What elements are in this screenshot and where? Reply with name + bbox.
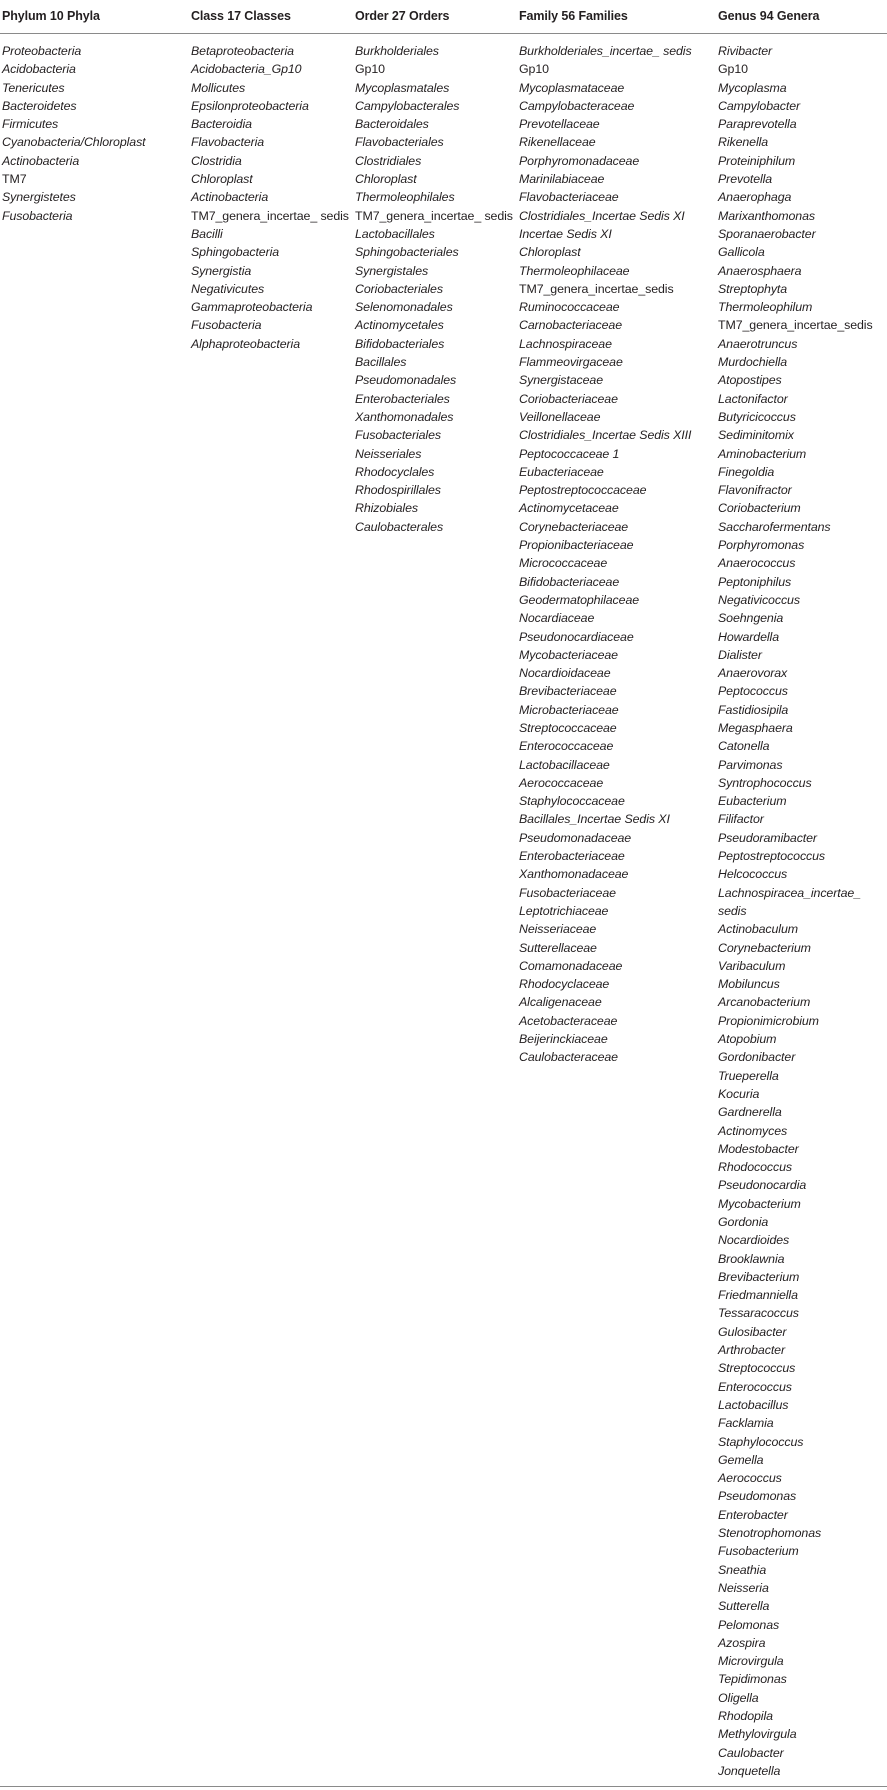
taxon-name: Fusobacteria [191,318,262,333]
taxon-name: Tenericutes [2,80,65,95]
taxon-name: Thermoleophilaceae [519,263,630,278]
column-header-family: Family 56 Families [519,9,628,23]
taxon-name: Chloroplast [355,172,417,187]
taxon-name: Xanthomonadaceae [519,867,629,882]
taxon-name: Peptococcaceae 1 [519,446,620,461]
taxon-name: Leptotrichiaceae [519,903,609,918]
taxon-name: Nocardiaceae [519,611,595,626]
taxon-name: Tepidimonas [718,1672,787,1687]
taxon-name: Neisseriaceae [519,922,597,937]
taxon-name: Clostridiales [355,153,422,168]
taxon-name: Friedmanniella [718,1288,798,1303]
taxon-name: Geodermatophilaceae [519,592,640,607]
taxon-name: Nocardioides [718,1233,790,1248]
taxon-name: Lactobacillus [718,1397,789,1412]
taxon-name: Synergistia [191,263,252,278]
taxon-name: Gp10 [519,62,549,77]
taxon-name: Eubacterium [718,794,787,809]
taxon-name: Aerococcus [718,1471,782,1486]
taxon-name: Flammeovirgaceae [519,355,623,370]
taxon-name: Acidobacteria_Gp10 [191,62,302,77]
taxon-name: Pseudomonadaceae [519,830,632,845]
taxon-name: Gemella [718,1452,764,1467]
taxon-name: Streptococcus [718,1361,796,1376]
taxon-name: Peptoniphilus [718,574,792,589]
taxon-name: Carnobacteriaceae [519,318,622,333]
taxon-name: Bacillales_Incertae Sedis XI [519,812,670,827]
taxon-name: Peptostreptococcaceae [519,483,647,498]
taxon-name: Microbacteriaceae [519,702,619,717]
taxon-name: Clostridiales_Incertae Sedis XIII [519,428,692,443]
taxon-name: Acidobacteria [2,62,76,77]
column-header-genus: Genus 94 Genera [718,9,820,23]
taxon-name: Flavobacteria [191,135,265,150]
taxon-name: Porphyromonas [718,538,805,553]
taxon-name: Nocardioidaceae [519,666,611,681]
taxon-name: Bacteroidia [191,117,252,132]
taxon-name: Tessaracoccus [718,1306,799,1321]
taxon-name: Burkholderiales_incertae_ sedis [519,44,692,58]
taxon-name: Pseudomonadales [355,373,457,388]
taxon-name: Thermoleophilales [355,190,455,205]
taxon-name: Mycoplasmatales [355,80,450,95]
column-list-class [191,42,351,353]
taxon-name: Micrococcaceae [519,556,608,571]
taxon-name: Gp10 [355,62,385,77]
taxon-name: Varibaculum [718,958,786,973]
taxon-name: Actinobacteria [2,153,80,168]
taxon-name: Prevotella [718,172,773,187]
taxon-name: Proteobacteria [2,44,82,58]
taxon-name: Arthrobacter [718,1343,785,1358]
taxon-name: Methylovirgula [718,1727,797,1742]
taxon-name: Betaproteobacteria [191,44,294,58]
taxon-name: Flavobacteriales [355,135,444,150]
taxon-name: Rivibacter [718,44,773,58]
taxon-name: Paraprevotella [718,117,797,132]
taxon-name: Epsilonproteobacteria [191,98,309,113]
taxon-name: Staphylococcus [718,1434,804,1449]
taxon-name: Ruminococcaceae [519,300,620,315]
taxon-name: Mycoplasmataceae [519,80,625,95]
taxon-name: Synergistaceae [519,373,604,388]
taxon-name: Lactonifactor [718,391,788,406]
taxon-name: Actinomyces [718,1123,788,1138]
taxon-name: Bacteroidales [355,117,429,132]
taxon-name: Pseudonocardia [718,1178,807,1193]
taxon-name: Microvirgula [718,1654,784,1669]
taxon-name: Beijerinckiaceae [519,1032,608,1047]
taxon-name: Xanthomonadales [355,409,454,424]
taxon-name: Actinobaculum [718,922,798,937]
taxon-name: Helcococcus [718,867,788,882]
column-list-phylum [2,42,182,225]
taxon-name: Propionimicrobium [718,1013,819,1028]
taxon-name: Eubacteriaceae [519,464,604,479]
taxon-name: Comamonadaceae [519,958,623,973]
taxon-name: Campylobacter [718,98,801,113]
taxon-name: Atopobium [718,1032,777,1047]
taxon-name: Anaerovorax [718,666,788,681]
taxon-name: Negativicoccus [718,592,800,607]
taxon-name: Gardnerella [718,1105,782,1120]
taxon-name: Caulobacter [718,1745,784,1760]
taxon-name: Lachnospiracea_incertae_ sedis [718,885,861,918]
taxon-name: Synergistales [355,263,429,278]
taxon-name: Mycoplasma [718,80,787,95]
taxon-name: Oligella [718,1690,759,1705]
taxon-name: Staphylococcaceae [519,794,625,809]
taxon-name: Bifidobacteriaceae [519,574,620,589]
taxon-name: Clostridiales_Incertae Sedis XI [519,208,685,223]
taxon-name: Aminobacterium [718,446,807,461]
taxon-name: Enterobacteriales [355,391,450,406]
taxon-name: Howardella [718,629,779,644]
taxon-name: Gordonibacter [718,1050,796,1065]
taxon-name: Streptococcaceae [519,720,617,735]
taxon-name: Mobiluncus [718,977,780,992]
taxon-name: Fastidiosipila [718,702,789,717]
taxon-name: Pelomonas [718,1617,780,1632]
taxon-name: Brevibacterium [718,1269,800,1284]
taxon-name: Sediminitomix [718,428,794,443]
taxon-name: Enterococcaceae [519,739,614,754]
taxon-name: Aerococcaceae [519,775,604,790]
taxon-name: Facklamia [718,1416,774,1431]
taxon-name: Arcanobacterium [718,995,811,1010]
taxon-name: Megasphaera [718,720,793,735]
table-bottom-rule [0,1786,887,1787]
taxon-name: Coriobacterium [718,501,801,516]
taxon-name: Pseudonocardiaceae [519,629,634,644]
taxon-name: Lactobacillales [355,226,435,241]
taxon-name: Sutterellaceae [519,940,597,955]
taxon-name: TM7_genera_incertae_ sedis [355,208,513,223]
taxon-name: Mycobacteriaceae [519,647,618,662]
taxon-name: Catonella [718,739,770,754]
taxon-name: Lachnospiraceae [519,336,612,351]
taxon-name: Selenomonadales [355,300,453,315]
taxon-name: TM7_genera_incertae_sedis [519,281,674,296]
taxon-name: Acetobacteraceae [519,1013,618,1028]
taxon-name: Rhodospirillales [355,483,441,498]
taxon-name: Gulosibacter [718,1324,787,1339]
taxon-name: Fusobacteria [2,208,73,223]
taxon-name: Firmicutes [2,117,59,132]
taxon-name: Atopostipes [718,373,782,388]
taxon-name: Streptophyta [718,281,788,296]
taxon-name: Campylobacteraceae [519,98,635,113]
taxon-name: TM7_genera_incertae_ sedis [191,208,349,223]
taxon-name: Rikenella [718,135,769,150]
taxon-name: Caulobacterales [355,519,444,534]
taxon-name: Pseudoramibacter [718,830,817,845]
taxon-name: Bifidobacteriales [355,336,445,351]
taxon-name: Coriobacteriaceae [519,391,618,406]
taxon-name: Syntrophococcus [718,775,812,790]
taxon-name: Incertae Sedis XI [519,226,612,241]
taxon-name: Lactobacillaceae [519,757,610,772]
taxon-name: Pseudomonas [718,1489,797,1504]
taxon-name: Chloroplast [519,245,581,260]
column-header-class: Class 17 Classes [191,9,291,23]
taxon-name: Fusobacteriaceae [519,885,616,900]
taxon-name: Rikenellaceae [519,135,596,150]
taxon-name: Gordonia [718,1215,769,1229]
taxon-name: Fusobacteriales [355,428,441,443]
taxon-name: Burkholderiales [355,44,439,58]
taxon-name: Sphingobacteriales [355,245,459,260]
taxon-name: Fusobacterium [718,1544,799,1559]
taxon-name: Parvimonas [718,757,783,772]
taxon-name: Bacteroidetes [2,98,77,113]
taxon-name: Cyanobacteria/Chloroplast [2,135,146,150]
taxon-name: Anaerophaga [718,190,792,205]
taxon-name: Sphingobacteria [191,245,280,260]
taxon-name: Peptococcus [718,684,788,699]
taxon-name: Brevibacteriaceae [519,684,617,699]
taxon-name: Rhodococcus [718,1160,792,1175]
taxon-name: Dialister [718,647,762,662]
taxon-name: Kocuria [718,1086,760,1101]
taxon-name: Saccharofermentans [718,519,831,534]
taxon-name: Anaerotruncus [718,336,798,351]
taxon-name: Stenotrophomonas [718,1526,822,1541]
taxon-name: Propionibacteriaceae [519,538,634,553]
taxon-name: Murdochiella [718,355,788,370]
taxon-name: Marixanthomonas [718,208,815,223]
taxon-name: Sneathia [718,1562,767,1577]
column-list-family [519,42,715,1067]
taxon-name: Mycobacterium [718,1196,801,1211]
taxon-name: Bacilli [191,226,223,241]
taxon-name: Corynebacteriaceae [519,519,629,534]
column-header-order: Order 27 Orders [355,9,450,23]
taxon-name: Anaerosphaera [718,263,802,278]
taxon-name: Flavonifractor [718,483,792,498]
taxon-name: Gammaproteobacteria [191,300,313,315]
taxon-name: Alphaproteobacteria [191,336,301,351]
taxon-name: Enterobacteriaceae [519,849,625,864]
taxon-name: Azospira [718,1635,766,1650]
taxon-name: Brooklawnia [718,1251,785,1266]
taxon-name: Prevotellaceae [519,117,600,132]
taxon-name: Rhizobiales [355,501,418,516]
taxon-name: Actinomycetaceae [519,501,619,516]
taxon-name: Veillonellaceae [519,409,601,424]
taxon-name: Butyricicoccus [718,409,796,424]
taxon-name: TM7_genera_incertae_sedis [718,318,873,333]
taxon-name: Neisseriales [355,446,422,461]
taxon-name: Bacillales [355,355,407,370]
column-list-genus [718,42,886,1780]
taxon-name: Jonquetella [718,1763,781,1778]
taxon-name: Alcaligenaceae [519,995,602,1010]
taxon-name: Clostridia [191,153,242,168]
column-list-order [355,42,515,536]
taxon-name: Actinobacteria [191,190,269,205]
taxon-name: Trueperella [718,1068,779,1083]
taxon-name: Synergistetes [2,190,76,205]
taxon-name: Rhodocyclaceae [519,977,610,992]
taxon-name: Neisseria [718,1580,769,1595]
taxon-name: Sutterella [718,1599,770,1614]
taxon-name: Gallicola [718,245,765,260]
taxon-name: Enterococcus [718,1379,792,1394]
taxon-name: Modestobacter [718,1141,799,1156]
column-header-phylum: Phylum 10 Phyla [2,9,100,23]
taxon-name: Gp10 [718,62,748,77]
taxon-name: Actinomycetales [355,318,444,333]
table-header-rule [0,33,887,34]
taxon-name: Anaerococcus [718,556,796,571]
taxon-name: Porphyromonadaceae [519,153,640,168]
taxon-name: Sporanaerobacter [718,226,816,241]
taxon-name: Mollicutes [191,80,246,95]
taxon-name: Rhodocyclales [355,464,435,479]
taxon-name: Caulobacteraceae [519,1050,618,1065]
taxon-name: Chloroplast [191,172,253,187]
taxon-name: Soehngenia [718,611,784,626]
taxon-name: Peptostreptococcus [718,849,826,864]
taxon-name: Proteiniphilum [718,153,796,168]
taxon-name: Negativicutes [191,281,265,296]
taxon-name: Thermoleophilum [718,300,813,315]
taxon-name: Corynebacterium [718,940,811,955]
taxon-name: Flavobacteriaceae [519,190,619,205]
taxon-name: Campylobacterales [355,98,460,113]
taxon-name: Marinilabiaceae [519,172,605,187]
taxon-name: Finegoldia [718,464,775,479]
taxon-name: TM7 [2,172,27,187]
taxon-name: Rhodopila [718,1709,773,1724]
taxon-name: Filifactor [718,812,764,827]
taxon-name: Enterobacter [718,1507,788,1522]
taxon-name: Coriobacteriales [355,281,443,296]
